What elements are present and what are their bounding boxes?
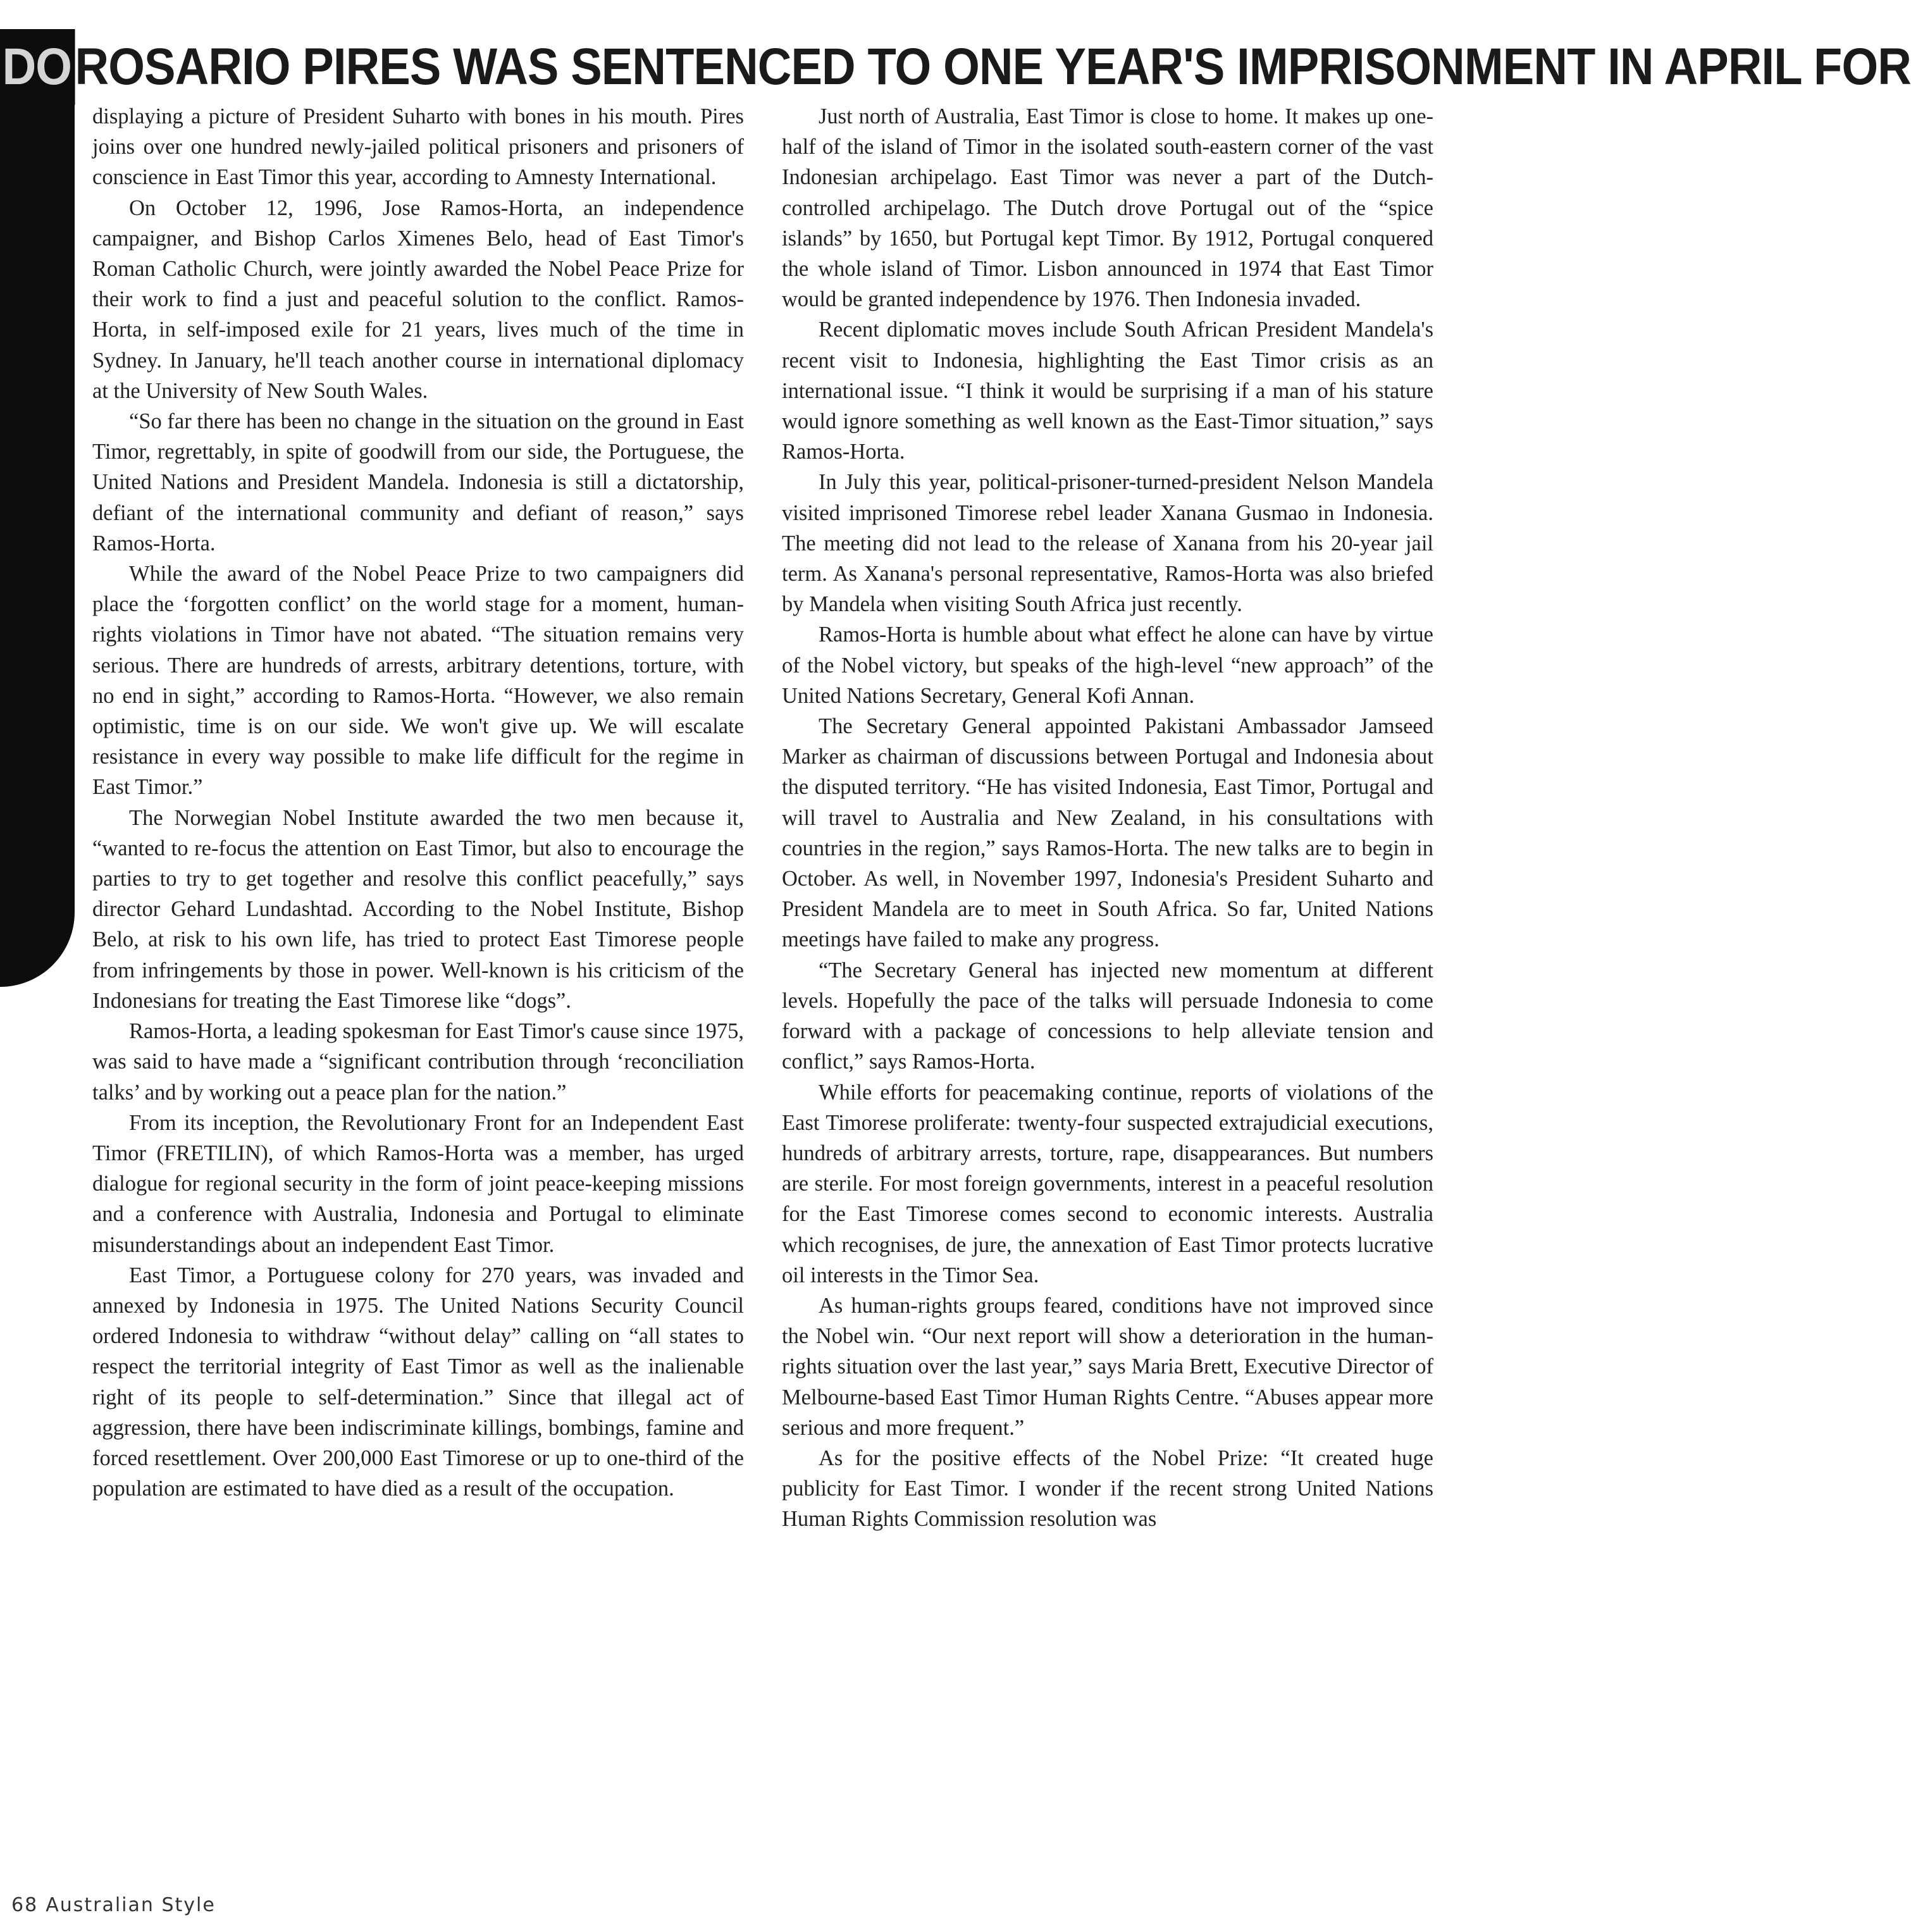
paragraph: East Timor, a Portuguese colony for 270 years, was invaded and annexed by Indonesia in 1975. The United Nations Security Council ordered Indonesia to withdraw “without delay” calling on “all states to respect the territorial integrity of East Timor as well as the inalienable right of its people to self-determination.” Since that illegal act of aggression, there have been indiscriminate killings, bombings, famine and forced resettlement. Over 200,000 East Timorese or up to one-third of the population are estimated to have died as a result of the occupation. <box>92 1263 744 1501</box>
paragraph: As human-rights groups feared, conditions have not improved since the Nobel win. “Our next report will show a deterioration in the human-rights situation over the last year,” says Maria Brett, Executive Director of Melbourne-based East Timor Human Rights Centre. “Abuses appear more serious and more frequent.” <box>782 1293 1433 1440</box>
black-margin-tab <box>0 63 75 987</box>
paragraph: “The Secretary General has injected new momentum at different levels. Hopefully the pace of the talks will persuade Indonesia to come forward with a package of concessions to help alleviate tension and conflict,” says Ramos-Horta. <box>782 958 1433 1074</box>
headline <box>0 29 1911 105</box>
paragraph: As for the positive effects of the Nobel Prize: “It created huge publicity for East Timor. I wonder if the recent strong United Nations Human Rights Commission resolution was <box>782 1446 1433 1532</box>
article-column-right <box>782 101 1433 1535</box>
paragraph: While the award of the Nobel Peace Prize to two campaigners did place the ‘forgotten conflict’ on the world stage for a moment, human-rights violations in Timor have not abated. “The situation remains very serious. There are hundreds of arrests, arbitrary detentions, torture, with no end in sight,” according to Ramos-Horta. “However, we also remain optimistic, time is on our side. We won't give up. We will escalate resistance in every way possible to make life difficult for the regime in East Timor.” <box>92 562 744 800</box>
paragraph: While efforts for peacemaking continue, reports of violations of the East Timorese proliferate: twenty-four suspected extrajudicial executions, hundreds of arbitrary arrests, torture, rape, disappearances. But numbers are sterile. For most foreign governments, interest in a peaceful resolution for the East Timorese comes second to economic interests. Australia which recognises, de jure, the annexation of East Timor protects lucrative oil interests in the Timor Sea. <box>782 1080 1433 1287</box>
paragraph: On October 12, 1996, Jose Ramos-Horta, an independence campaigner, and Bishop Carlos Ximenes Belo, head of East Timor's Roman Catholic Church, were jointly awarded the Nobel Peace Prize for their work to find a just and peaceful solution to the conflict. Ramos-Horta, in self-imposed exile for 21 years, lives much of the time in Sydney. In January, he'll teach another course in international diplomacy at the University of New South Wales. <box>92 195 744 403</box>
paragraph: Just north of Australia, East Timor is close to home. It makes up one-half of the island of Timor in the isolated south-eastern corner of the vast Indonesian archipelago. East Timor was never a part of the Dutch-controlled archipelago. The Dutch drove Portugal out of the “spice islands” by 1650, but Portugal kept Timor. By 1912, Portugal conquered the whole island of Timor. Lisbon announced in 1974 that East Timor would be granted independence by 1976. Then Indonesia invaded. <box>782 104 1433 312</box>
publication-name: Australian Style <box>46 1894 216 1916</box>
paragraph: displaying a picture of President Suharto with bones in his mouth. Pires joins over one hundred newly-jailed political prisoners and prisoners of conscience in East Timor this year, according to Amnesty International. <box>92 104 744 190</box>
headline-lead-in: DO <box>0 29 75 105</box>
paragraph: From its inception, the Revolutionary Front for an Independent East Timor (FRETILIN), of which Ramos-Horta was a member, has urged dialogue for regional security in the form of joint peace-keeping missions and a conference with Australia, Indonesia and Portugal to eliminate misunderstandings about an independent East Timor. <box>92 1110 744 1257</box>
article-column-left <box>92 101 744 1504</box>
paragraph: Recent diplomatic moves include South African President Mandela's recent visit to Indonesia, highlighting the East Timor crisis as an international issue. “I think it would be surprising if a man of his stature would ignore something as well known as the East-Timor situation,” says Ramos-Horta. <box>782 318 1433 464</box>
paragraph: In July this year, political-prisoner-turned-president Nelson Mandela visited imprisoned Timorese rebel leader Xanana Gusmao in Indonesia. The meeting did not lead to the release of Xanana from his 20-year jail term. As Xanana's personal representative, Ramos-Horta was also briefed by Mandela when visiting South Africa just recently. <box>782 470 1433 617</box>
paragraph: Ramos-Horta, a leading spokesman for East Timor's cause since 1975, was said to have made a “significant contribution through ‘reconciliation talks’ and by working out a peace plan for the nation.” <box>92 1019 744 1105</box>
paragraph: The Norwegian Nobel Institute awarded the two men because it, “wanted to re-focus the attention on East Timor, but also to encourage the parties to try to get together and resolve this conflict peacefully,” says director Gehard Lundashtad. According to the Nobel Institute, Bishop Belo, at risk to his own life, has tried to protect East Timorese people from infringements by those in power. Well-known is his criticism of the Indonesians for treating the East Timorese like “dogs”. <box>92 805 744 1013</box>
page-footer <box>11 1894 216 1916</box>
paragraph: “So far there has been no change in the situation on the ground in East Timor, regrettably, in spite of goodwill from our side, the Portuguese, the United Nations and President Mandela. Indonesia is still a dictatorship, defiant of the international community and defiant of reason,” says Ramos-Horta. <box>92 409 744 555</box>
paragraph: Ramos-Horta is humble about what effect he alone can have by virtue of the Nobel victory, but speaks of the high-level “new approach” of the United Nations Secretary, General Kofi Annan. <box>782 622 1433 708</box>
paragraph: The Secretary General appointed Pakistani Ambassador Jamseed Marker as chairman of discussions between Portugal and Indonesia about the disputed territory. “He has visited Indonesia, East Timor, Portugal and will travel to Australia and New Zealand, in his consultations with countries in the region,” says Ramos-Horta. The new talks are to begin in October. As well, in November 1997, Indonesia's President Suharto and President Mandela are to meet in South Africa. So far, United Nations meetings have failed to make any progress. <box>782 714 1433 952</box>
page-number: 68 <box>11 1894 39 1916</box>
headline-text: ROSARIO PIRES WAS SENTENCED TO ONE YEAR'S IMPRISONMENT IN APRIL FOR <box>75 38 1911 96</box>
